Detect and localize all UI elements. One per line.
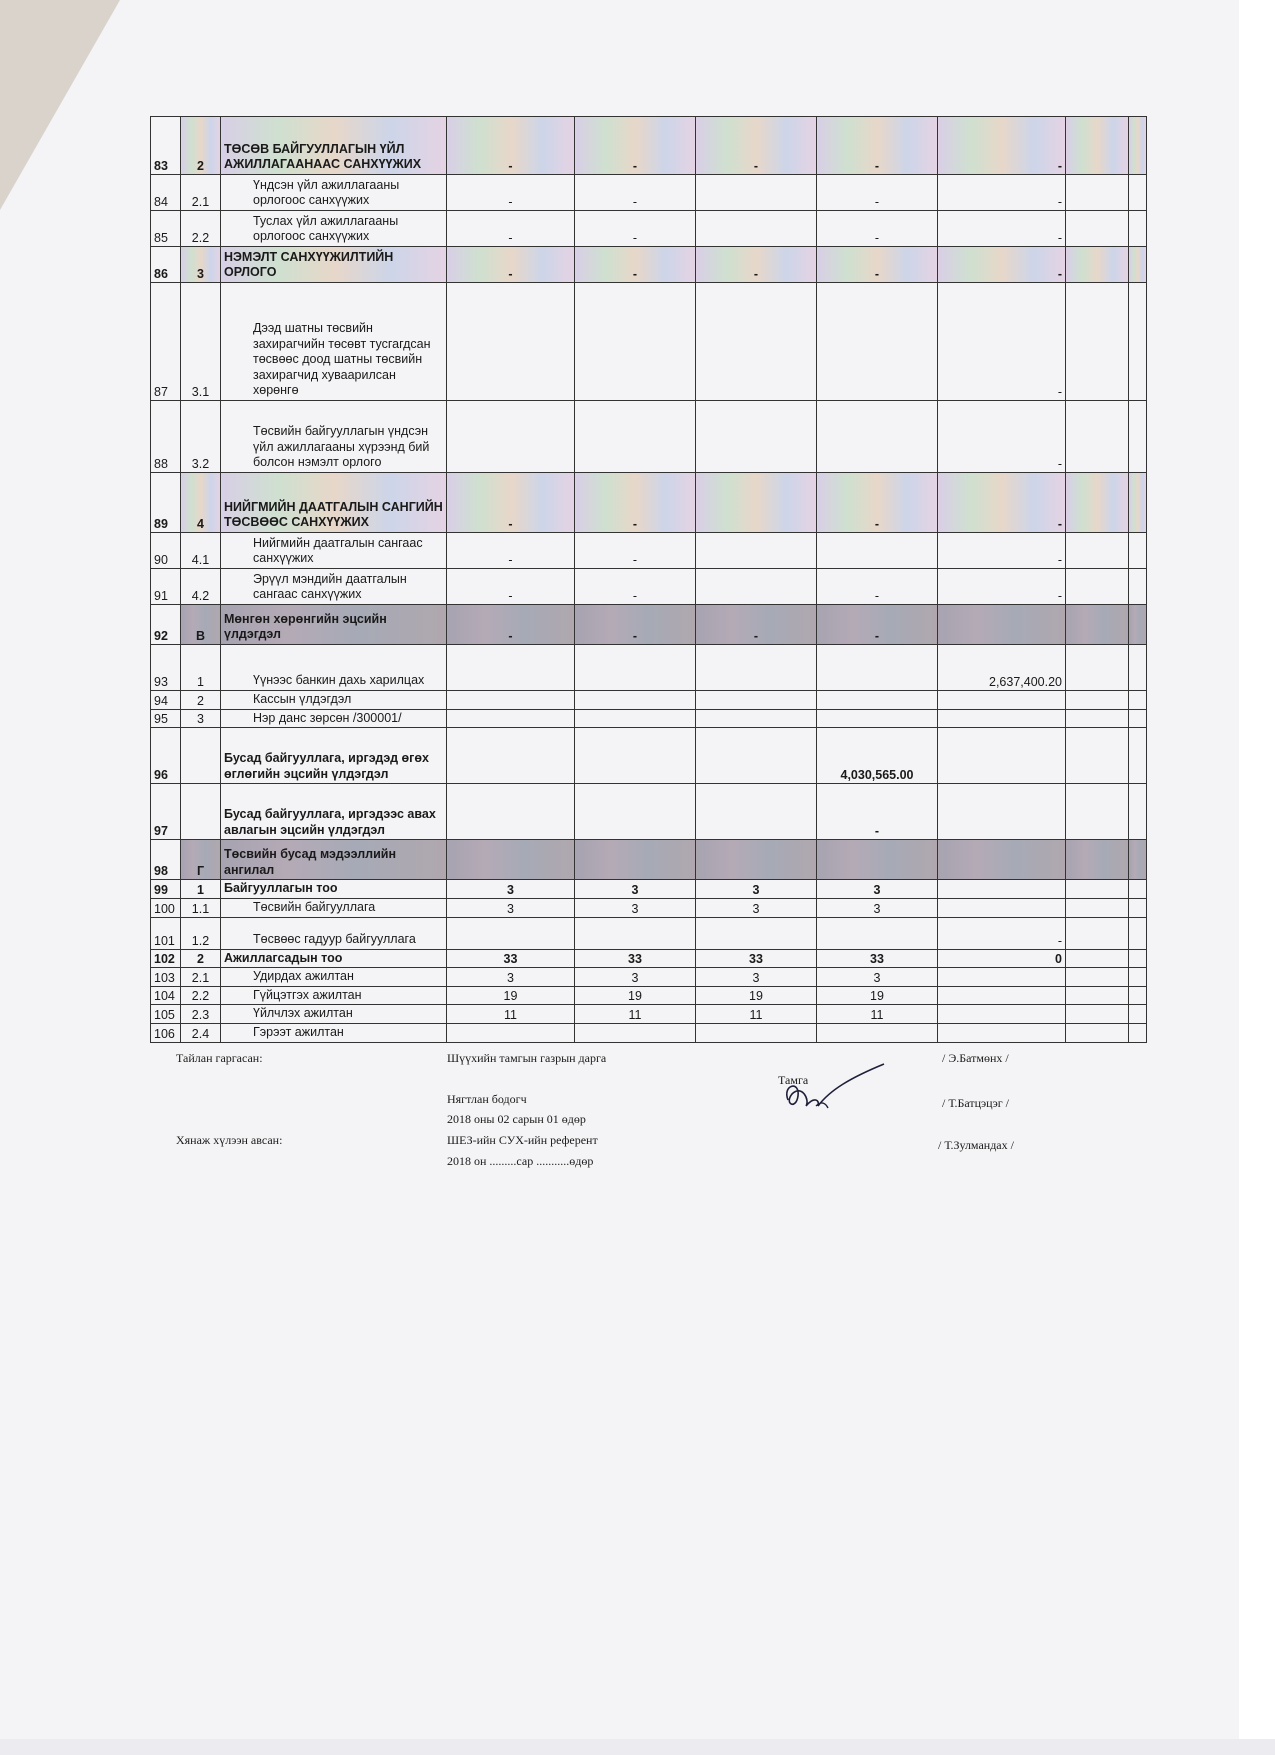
row-code: 2.1: [181, 968, 221, 987]
value-col-6: [1066, 968, 1129, 987]
value-col-6: [1066, 211, 1129, 247]
value-col-1: [447, 784, 575, 840]
value-col-4: 33: [817, 949, 938, 968]
table-row: [151, 645, 1147, 691]
value-col-5: 0: [938, 949, 1066, 968]
value-col-2: -: [575, 211, 696, 247]
value-col-3: 3: [696, 880, 817, 899]
empty-col: [1129, 533, 1147, 569]
value-col-1: -: [447, 117, 575, 175]
row-code: 3.1: [181, 283, 221, 401]
value-col-2: -: [575, 569, 696, 605]
review-date: 2018 он .........сар ...........өдөр: [447, 1154, 594, 1168]
value-col-2: [575, 283, 696, 401]
value-col-1: [447, 728, 575, 784]
value-col-4: 19: [817, 986, 938, 1005]
row-name: Бусад байгууллага, иргэдэд өгөх өглөгийн эцсийн үлдэгдэл: [221, 728, 447, 784]
row-code: 2: [181, 949, 221, 968]
row-code: [181, 728, 221, 784]
table-row: [151, 728, 1147, 784]
value-col-6: [1066, 533, 1129, 569]
row-number: 85: [151, 211, 181, 247]
value-col-5: -: [938, 473, 1066, 533]
value-col-3: [696, 283, 817, 401]
row-number: 100: [151, 898, 181, 917]
value-col-4: -: [817, 247, 938, 283]
row-number: 89: [151, 473, 181, 533]
value-col-3: [696, 709, 817, 728]
row-number: 90: [151, 533, 181, 569]
value-col-6: [1066, 605, 1129, 645]
value-col-5: [938, 1005, 1066, 1024]
row-name: Дээд шатны төсвийн захирагчийн төсөвт тусгагдсан төсвөөс доод шатны төсвийн захирагчид хуваарилсан хөрөнгө: [221, 283, 447, 401]
table-row: [151, 709, 1147, 728]
value-col-1: [447, 401, 575, 473]
value-col-1: [447, 917, 575, 949]
value-col-5: -: [938, 211, 1066, 247]
value-col-3: 3: [696, 968, 817, 987]
prepared-by-label: Тайлан гаргасан:: [176, 1051, 263, 1065]
table-row: [151, 401, 1147, 473]
value-col-6: [1066, 1024, 1129, 1043]
row-name: Бусад байгууллага, иргэдээс авах авлагын эцсийн үлдэгдэл: [221, 784, 447, 840]
row-number: 94: [151, 691, 181, 710]
value-col-2: [575, 728, 696, 784]
row-code: 1.2: [181, 917, 221, 949]
value-col-4: 11: [817, 1005, 938, 1024]
value-col-1: 33: [447, 949, 575, 968]
row-number: 83: [151, 117, 181, 175]
value-col-3: 11: [696, 1005, 817, 1024]
row-code: 3: [181, 709, 221, 728]
row-name: Удирдах ажилтан: [221, 968, 447, 987]
reviewed-by-label: Хянаж хүлээн авсан:: [176, 1133, 283, 1147]
value-col-5: -: [938, 569, 1066, 605]
value-col-3: [696, 533, 817, 569]
value-col-2: [575, 917, 696, 949]
row-number: 96: [151, 728, 181, 784]
value-col-5: 2,637,400.20: [938, 645, 1066, 691]
value-col-4: -: [817, 784, 938, 840]
empty-col: [1129, 840, 1147, 880]
empty-col: [1129, 968, 1147, 987]
value-col-5: [938, 898, 1066, 917]
empty-col: [1129, 949, 1147, 968]
empty-col: [1129, 247, 1147, 283]
table-row: [151, 986, 1147, 1005]
empty-col: [1129, 1005, 1147, 1024]
value-col-3: [696, 569, 817, 605]
table-row: [151, 784, 1147, 840]
empty-col: [1129, 605, 1147, 645]
scan-shadow: [0, 0, 120, 210]
table-row: [151, 917, 1147, 949]
table-row: [151, 117, 1147, 175]
value-col-1: 19: [447, 986, 575, 1005]
table-body: [151, 117, 1147, 1043]
value-col-3: -: [696, 117, 817, 175]
value-col-5: -: [938, 283, 1066, 401]
row-code: 1: [181, 880, 221, 899]
empty-col: [1129, 986, 1147, 1005]
empty-col: [1129, 880, 1147, 899]
value-col-4: [817, 691, 938, 710]
value-col-5: [938, 968, 1066, 987]
value-col-1: -: [447, 605, 575, 645]
value-col-3: [696, 1024, 817, 1043]
value-col-2: [575, 840, 696, 880]
row-code: 2.2: [181, 211, 221, 247]
value-col-1: [447, 283, 575, 401]
value-col-6: [1066, 898, 1129, 917]
row-name: Төсвөөс гадуур байгууллага: [221, 917, 447, 949]
row-name: ТӨСӨВ БАЙГУУЛЛАГЫН ҮЙЛ АЖИЛЛАГААНААС САНХҮҮЖИХ: [221, 117, 447, 175]
value-col-5: -: [938, 533, 1066, 569]
value-col-4: [817, 401, 938, 473]
value-col-5: -: [938, 917, 1066, 949]
scan-margin-bottom: [0, 1739, 1275, 1755]
row-number: 106: [151, 1024, 181, 1043]
value-col-2: -: [575, 117, 696, 175]
row-number: 97: [151, 784, 181, 840]
stamp-label: Тамга: [778, 1073, 809, 1087]
value-col-5: -: [938, 247, 1066, 283]
value-col-6: [1066, 473, 1129, 533]
value-col-4: [817, 645, 938, 691]
row-code: В: [181, 605, 221, 645]
value-col-2: -: [575, 533, 696, 569]
empty-col: [1129, 401, 1147, 473]
table-row: [151, 1024, 1147, 1043]
role-court-head: Шүүхийн тамгын газрын дарга: [447, 1051, 607, 1065]
table-row: [151, 968, 1147, 987]
table-row: [151, 898, 1147, 917]
value-col-4: -: [817, 473, 938, 533]
row-name: НИЙГМИЙН ДААТГАЛЫН САНГИЙН ТӨСВӨӨС САНХҮҮЖИХ: [221, 473, 447, 533]
value-col-6: [1066, 709, 1129, 728]
empty-col: [1129, 473, 1147, 533]
value-col-3: [696, 473, 817, 533]
empty-col: [1129, 175, 1147, 211]
value-col-5: [938, 605, 1066, 645]
value-col-2: [575, 1024, 696, 1043]
report-date: 2018 оны 02 сарын 01 өдөр: [447, 1112, 586, 1126]
row-number: 99: [151, 880, 181, 899]
value-col-4: [817, 840, 938, 880]
value-col-5: [938, 728, 1066, 784]
value-col-6: [1066, 986, 1129, 1005]
value-col-6: [1066, 175, 1129, 211]
row-name: Гүйцэтгэх ажилтан: [221, 986, 447, 1005]
row-code: 1.1: [181, 898, 221, 917]
value-col-4: -: [817, 117, 938, 175]
value-col-2: [575, 784, 696, 840]
row-name: Үйлчлэх ажилтан: [221, 1005, 447, 1024]
empty-col: [1129, 917, 1147, 949]
value-col-4: [817, 533, 938, 569]
row-number: 103: [151, 968, 181, 987]
row-code: 2.3: [181, 1005, 221, 1024]
row-code: 4.1: [181, 533, 221, 569]
empty-col: [1129, 784, 1147, 840]
value-col-1: -: [447, 175, 575, 211]
value-col-5: -: [938, 401, 1066, 473]
empty-col: [1129, 211, 1147, 247]
row-name: Кассын үлдэгдэл: [221, 691, 447, 710]
value-col-2: 3: [575, 880, 696, 899]
value-col-3: [696, 691, 817, 710]
value-col-3: 33: [696, 949, 817, 968]
row-code: 2.2: [181, 986, 221, 1005]
budget-report-table: [150, 116, 1147, 1043]
row-number: 98: [151, 840, 181, 880]
row-code: 2.1: [181, 175, 221, 211]
value-col-2: 3: [575, 898, 696, 917]
scan-margin: [1239, 0, 1275, 1755]
table-row: [151, 283, 1147, 401]
value-col-1: [447, 645, 575, 691]
row-name: Төсвийн байгууллага: [221, 898, 447, 917]
value-col-5: [938, 840, 1066, 880]
row-name: Байгууллагын тоо: [221, 880, 447, 899]
value-col-5: [938, 986, 1066, 1005]
row-name: Туслах үйл ажиллагааны орлогоос санхүүжих: [221, 211, 447, 247]
row-code: 1: [181, 645, 221, 691]
row-number: 104: [151, 986, 181, 1005]
value-col-4: -: [817, 211, 938, 247]
value-col-3: [696, 645, 817, 691]
value-col-1: -: [447, 533, 575, 569]
value-col-1: [447, 1024, 575, 1043]
value-col-3: -: [696, 605, 817, 645]
value-col-2: -: [575, 473, 696, 533]
signer-name-2: / Т.Батцэцэг /: [942, 1096, 1010, 1110]
row-number: 105: [151, 1005, 181, 1024]
row-number: 91: [151, 569, 181, 605]
row-code: 2: [181, 117, 221, 175]
row-name: Мөнгөн хөрөнгийн эцсийн үлдэгдэл: [221, 605, 447, 645]
table-row: [151, 691, 1147, 710]
value-col-2: 19: [575, 986, 696, 1005]
value-col-2: [575, 401, 696, 473]
role-referent: ШЕЗ-ийн СУХ-ийн референт: [447, 1133, 598, 1147]
row-number: 84: [151, 175, 181, 211]
value-col-1: -: [447, 211, 575, 247]
table-row: [151, 880, 1147, 899]
value-col-4: 3: [817, 968, 938, 987]
row-name: Нэр данс зөрсөн /300001/: [221, 709, 447, 728]
empty-col: [1129, 117, 1147, 175]
table-row: [151, 1005, 1147, 1024]
value-col-1: -: [447, 569, 575, 605]
row-code: 4: [181, 473, 221, 533]
row-name: Ажиллагсадын тоо: [221, 949, 447, 968]
value-col-2: -: [575, 247, 696, 283]
row-code: Г: [181, 840, 221, 880]
value-col-1: 3: [447, 898, 575, 917]
empty-col: [1129, 1024, 1147, 1043]
row-code: 4.2: [181, 569, 221, 605]
value-col-3: [696, 728, 817, 784]
value-col-4: 3: [817, 898, 938, 917]
value-col-6: [1066, 283, 1129, 401]
value-col-4: -: [817, 175, 938, 211]
table-row: [151, 473, 1147, 533]
row-name: Нийгмийн даатгалын сангаас санхүүжих: [221, 533, 447, 569]
value-col-1: 3: [447, 880, 575, 899]
value-col-2: [575, 645, 696, 691]
row-number: 93: [151, 645, 181, 691]
handwritten-signature: [780, 1060, 890, 1120]
empty-col: [1129, 728, 1147, 784]
row-number: 102: [151, 949, 181, 968]
table-row: [151, 533, 1147, 569]
value-col-3: [696, 175, 817, 211]
empty-col: [1129, 645, 1147, 691]
value-col-4: -: [817, 605, 938, 645]
value-col-6: [1066, 784, 1129, 840]
value-col-2: [575, 691, 696, 710]
row-name: Төсвийн байгууллагын үндсэн үйл ажиллагааны хүрээнд бий болсон нэмэлт орлого: [221, 401, 447, 473]
value-col-4: -: [817, 569, 938, 605]
value-col-4: 4,030,565.00: [817, 728, 938, 784]
value-col-5: [938, 880, 1066, 899]
value-col-2: -: [575, 175, 696, 211]
row-number: 101: [151, 917, 181, 949]
value-col-4: [817, 1024, 938, 1043]
row-name: Үндсэн үйл ажиллагааны орлогоос санхүүжих: [221, 175, 447, 211]
value-col-6: [1066, 645, 1129, 691]
row-name: Үүнээс банкин дахь харилцах: [221, 645, 447, 691]
value-col-6: [1066, 880, 1129, 899]
row-code: 2.4: [181, 1024, 221, 1043]
table-row: [151, 211, 1147, 247]
value-col-4: [817, 709, 938, 728]
empty-col: [1129, 283, 1147, 401]
value-col-3: 19: [696, 986, 817, 1005]
value-col-4: [817, 917, 938, 949]
empty-col: [1129, 569, 1147, 605]
value-col-4: [817, 283, 938, 401]
value-col-5: [938, 691, 1066, 710]
empty-col: [1129, 691, 1147, 710]
empty-col: [1129, 898, 1147, 917]
table-row: [151, 840, 1147, 880]
row-number: 95: [151, 709, 181, 728]
empty-col: [1129, 709, 1147, 728]
row-number: 88: [151, 401, 181, 473]
row-number: 87: [151, 283, 181, 401]
value-col-2: 11: [575, 1005, 696, 1024]
value-col-3: [696, 401, 817, 473]
value-col-1: -: [447, 247, 575, 283]
value-col-6: [1066, 691, 1129, 710]
value-col-2: -: [575, 605, 696, 645]
value-col-2: 33: [575, 949, 696, 968]
row-code: 3.2: [181, 401, 221, 473]
row-name: Эрүүл мэндийн даатгалын сангаас санхүүжих: [221, 569, 447, 605]
value-col-3: [696, 840, 817, 880]
value-col-1: -: [447, 473, 575, 533]
table-row: [151, 569, 1147, 605]
row-name: Төсвийн бусад мэдээллийн ангилал: [221, 840, 447, 880]
value-col-5: [938, 709, 1066, 728]
row-code: 2: [181, 691, 221, 710]
value-col-1: [447, 709, 575, 728]
value-col-6: [1066, 1005, 1129, 1024]
value-col-5: [938, 1024, 1066, 1043]
role-accountant: Нягтлан бодогч: [447, 1092, 527, 1106]
table-row: [151, 949, 1147, 968]
value-col-5: [938, 784, 1066, 840]
signer-name-3: / Т.Зулмандах /: [938, 1138, 1014, 1152]
value-col-3: -: [696, 247, 817, 283]
value-col-1: 11: [447, 1005, 575, 1024]
row-name: НЭМЭЛТ САНХҮҮЖИЛТИЙН ОРЛОГО: [221, 247, 447, 283]
value-col-6: [1066, 401, 1129, 473]
table-row: [151, 175, 1147, 211]
row-name: Гэрээт ажилтан: [221, 1024, 447, 1043]
value-col-2: 3: [575, 968, 696, 987]
value-col-6: [1066, 569, 1129, 605]
value-col-1: [447, 691, 575, 710]
value-col-3: [696, 211, 817, 247]
value-col-6: [1066, 917, 1129, 949]
value-col-6: [1066, 247, 1129, 283]
value-col-6: [1066, 728, 1129, 784]
table-row: [151, 247, 1147, 283]
row-number: 92: [151, 605, 181, 645]
signer-name-1: / Э.Батмөнх /: [942, 1051, 1009, 1065]
row-number: 86: [151, 247, 181, 283]
value-col-1: 3: [447, 968, 575, 987]
value-col-6: [1066, 117, 1129, 175]
row-code: 3: [181, 247, 221, 283]
value-col-4: 3: [817, 880, 938, 899]
value-col-3: [696, 784, 817, 840]
value-col-2: [575, 709, 696, 728]
table-row: [151, 605, 1147, 645]
value-col-6: [1066, 949, 1129, 968]
value-col-5: -: [938, 117, 1066, 175]
value-col-3: [696, 917, 817, 949]
value-col-3: 3: [696, 898, 817, 917]
row-code: [181, 784, 221, 840]
value-col-6: [1066, 840, 1129, 880]
value-col-1: [447, 840, 575, 880]
value-col-5: -: [938, 175, 1066, 211]
